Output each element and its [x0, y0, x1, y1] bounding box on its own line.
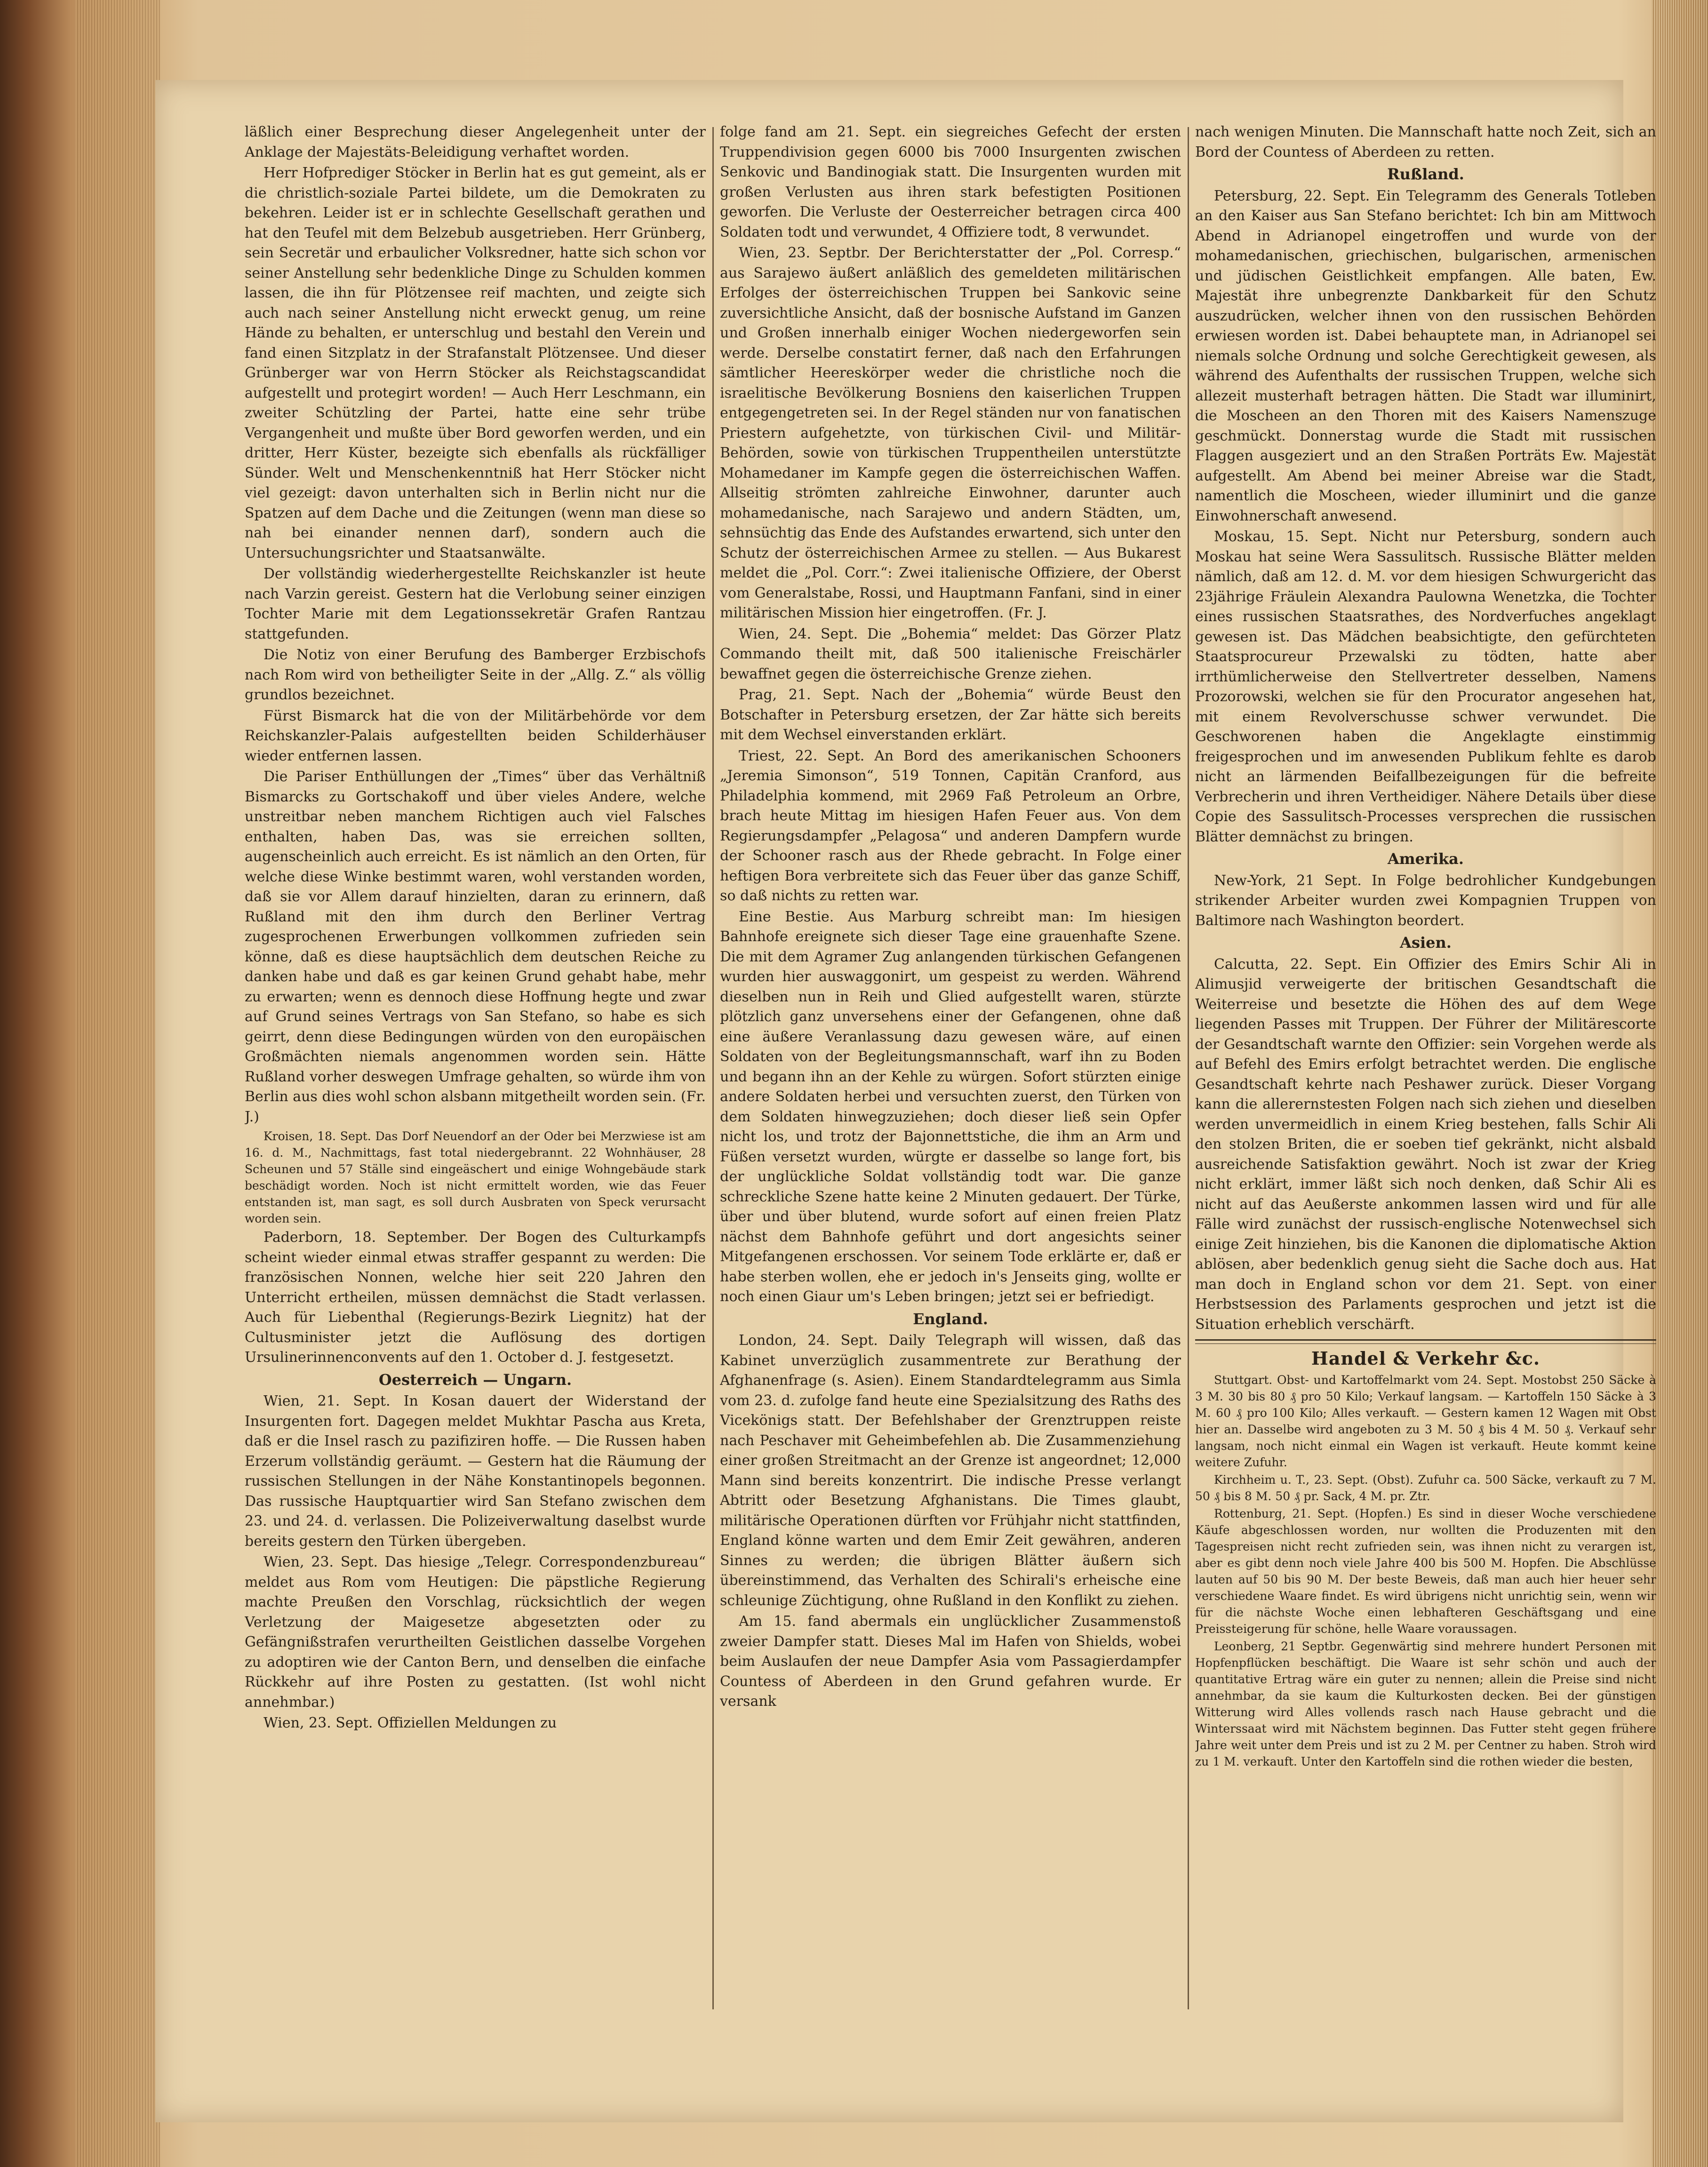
section-heading-trade: Handel & Verkehr &c.	[1311, 1348, 1540, 1369]
article-paragraph: Wien, 23. Septbr. Der Berichterstatter der „Pol. Corresp.“ aus Sarajewo äußert anläßlich des gemeldeten militärischen Erfolges der österreichischen Truppen bei Sankovic seine zuversichtliche Ansicht, daß der bosnische Aufstand im Ganzen und Großen innerhalb einiger Wochen niedergeworfen sein werde. Derselbe constatirt ferner, daß nach den Erfahrungen sämtlicher Heereskörper weder die christliche noch die israelitische Bevölkerung Bosniens den kaiserlichen Truppen entgegengetreten sei. In der Regel ständen nur von fanatischen Priestern aufgehetzte, von türkischen Civil- und Militär-Behörden, sowie von türkischen Truppentheilen unterstützte Mohamedaner im Kampfe gegen die österreichischen Waffen. Allseitig strömten zahlreiche Einwohner, darunter auch mohamedanische, nach Sarajewo und andern Städten, um, sehnsüchtig das Ende des Aufstandes erwartend, sich unter den Schutz der österreichischen Armee zu stellen. — Aus Bukarest meldet die „Pol. Corr.“: Zwei italienische Offiziere, der Oberst vom Generalstabe, Rossi, und Hauptmann Fanfani, sind in einer militärischen Mission hier eingetroffen. (Fr. J.	[720, 245, 1181, 621]
article-paragraph: Leonberg, 21 Septbr. Gegenwärtig sind mehrere hundert Personen mit Hopfenpflücken beschäftigt. Die Waare ist sehr schön und auch der quantitative Ertrag wäre ein guter zu nennen; allein die Preise sind nicht annehmbar, da sie kaum die Kulturkosten decken. Bei der günstigen Witterung wird Alles vollends rasch nach Hause gebracht und die Winterssaat wird mit Nächstem beginnen. Das Futter steht gegen frühere Jahre weit unter dem Preis und ist zu 2 M. per Centner zu haben. Stroh wird zu 1 M. verkauft. Unter den Kartoffeln sind die rothen wieder die besten,	[1195, 1639, 1656, 1768]
article-paragraph: Wien, 23. Sept. Offiziellen Meldungen zu	[263, 1715, 557, 1731]
article-paragraph: Die Pariser Enthüllungen der „Times“ über das Verhältniß Bismarcks zu Gortschakoff und über vieles Andere, welche unstreitbar neben manchem Richtigen auch viel Falsches enthalten, haben Das, was sie erreichen sollten, augenscheinlich auch erreicht. Es ist nämlich an den Orten, für welche diese Winke bestimmt waren, wohl verstanden worden, daß sie vor Allem darauf hinzielten, daran zu erinnern, daß Rußland mit den ihm durch den Berliner Vertrag zugesprochenen Erwerbungen vollkommen zufrieden sein könne, daß es diese hauptsächlich dem deutschen Reiche zu danken habe und daß es gar keinen Grund gehabt habe, mehr zu erwarten; wenn es dennoch diese Hoffnung hegte und zwar auf Grund seines Vertrags von San Stefano, so habe es sich geirrt, denn diese Bedingungen würden von den europäischen Großmächten niemals angenommen worden sein. Hätte Rußland vorher deswegen Umfrage gehalten, so würde ihm von Berlin aus dies wohl schon alsbann mitgetheilt worden sein. (Fr. J.)	[245, 768, 706, 1125]
article-paragraph: New-York, 21 Sept. In Folge bedrohlicher Kundgebungen strikender Arbeiter wurden zwei Kompagnien Truppen von Baltimore nach Washington beordert.	[1195, 872, 1656, 929]
article-paragraph: nach wenigen Minuten. Die Mannschaft hatte noch Zeit, sich an Bord der Countess of Aberdeen zu retten.	[1195, 124, 1656, 160]
article-paragraph: Wien, 24. Sept. Die „Bohemia“ meldet: Das Görzer Platz Commando theilt mit, daß 500 italienische Freischärler bewaffnet gegen die österreichische Grenze ziehen.	[720, 625, 1181, 682]
article-paragraph: Prag, 21. Sept. Nach der „Bohemia“ würde Beust den Botschafter in Petersburg ersetzen, der Zar hätte sich bereits mit dem Wechsel einverstanden erklärt.	[720, 687, 1181, 743]
article-paragraph: Herr Hofprediger Stöcker in Berlin hat es gut gemeint, als er die christlich-soziale Partei bildete, um die Demokraten zu bekehren. Leider ist er in schlechte Gesellschaft gerathen und hat den Teufel mit dem Belzebub ausgetrieben. Herr Grünberg, sein Secretär und erbaulicher Volksredner, hatte sich schon vor seiner Anstellung sehr bedenkliche Dinge zu Schulden kommen lassen, die ihn für Plötzensee reif machten, und zeigte sich auch nach seiner Anstellung nicht erweckt genug, um reine Hände zu behalten, er unterschlug und bestahl den Verein und fand einen Sitzplatz in der Strafanstalt Plötzensee. Und dieser Grünberger war von Herrn Stöcker als Reichstagscandidat aufgestellt und protegirt worden! — Auch Herr Leschmann, ein zweiter Schützling der Partei, hatte eine sehr trübe Vergangenheit und mußte über Bord geworfen werden, und ein dritter, Herr Küster, bezeigte sich ebenfalls als rückfälliger Sünder. Welt und Menschenkenntniß hat Herr Stöcker nicht viel gezeigt: davon unterhalten sich in Berlin nicht nur die Spatzen auf dem Dache und die Zeitungen (wenn man diese so nah bei einander nennen darf), sondern auch die Untersuchungsrichter und Staatsanwälte.	[245, 165, 706, 561]
section-separator	[1195, 1339, 1656, 1344]
section-heading: Rußland.	[1387, 165, 1464, 183]
section-heading: Amerika.	[1387, 850, 1464, 868]
column-left	[245, 122, 706, 2099]
article-paragraph: London, 24. Sept. Daily Telegraph will wissen, daß das Kabinet unverzüglich zusammentrete zur Berathung der Afghanenfrage (s. Asien). Einem Standardtelegramm aus Simla vom 23. d. zufolge fand heute eine Spezialsitzung des Raths des Vicekönigs statt. Der Befehlshaber der Grenztruppen reiste nach Peschaver mit Geheimbefehlen ab. Die Zusammenziehung einer großen Streitmacht an der Grenze ist angeordnet; 12,000 Mann sind bereits konzentrirt. Die indische Presse verlangt Abtritt oder Besetzung Afghanistans. Die Times glaubt, militärische Operationen dürften vor Frühjahr nicht stattfinden, England könne warten und dem Emir Zeit gewähren, anderen Sinnes zu werden; die übrigen Blätter äußern sich übereinstimmend, das Verhalten des Schirali's erheische eine schleunige Züchtigung, ohne Rußland in den Konflikt zu ziehen.	[720, 1332, 1181, 1609]
article-paragraph: läßlich einer Besprechung dieser Angelegenheit unter der Anklage der Majestäts-Beleidigung verhaftet worden.	[245, 124, 706, 160]
article-paragraph: Petersburg, 22. Sept. Ein Telegramm des Generals Totleben an den Kaiser aus San Stefano berichtet: Ich bin am Mittwoch Abend in Adrianopel eingetroffen und wurde von der mohamedanischen, griechischen, bulgarischen, armenischen und jüdischen Geistlichkeit empfangen. Alle baten, Ew. Majestät ihre unbegrenzte Dankbarkeit für den Schutz auszudrücken, welcher ihnen von den russischen Behörden erwiesen worden ist. Dabei behauptete man, in Adrianopel sei niemals solche Ordnung und solche Gerechtigkeit gewesen, als während des Aufenthalts der russischen Truppen, welche sich allezeit musterhaft betragen hätten. Die Stadt war illuminirt, die Moscheen an den Thoren mit des Kaisers Namenszuge geschmückt. Donnerstag wurde die Stadt mit russischen Flaggen ausgeziert und an den Straßen Porträts Ew. Majestät aufgestellt. Am Abend bei meiner Abreise war die Stadt, namentlich die Moscheen, wieder illuminirt und die ganze Einwohnerschaft anwesend.	[1195, 187, 1656, 524]
column-divider	[1188, 127, 1189, 2009]
article-paragraph: Wien, 21. Sept. In Kosan dauert der Widerstand der Insurgenten fort. Dagegen meldet Mukhtar Pascha aus Kreta, daß er die Insel rasch zu pazifiziren hoffe. — Die Russen haben Erzerum vollständig geräumt. — Gestern hat die Räumung der russischen Stellungen in der Nähe Konstantinopels begonnen. Das russische Hauptquartier wird San Stefano zwischen dem 23. und 24. d. verlassen. Die Polizeiverwaltung daselbst wurde bereits gestern den Türken übergeben.	[245, 1393, 706, 1550]
article-paragraph: Triest, 22. Sept. An Bord des amerikanischen Schooners „Jeremia Simonson“, 519 Tonnen, Capitän Cranford, aus Philadelphia kommend, mit 2969 Faß Petroleum an Orbre, brach heute Mittag im hiesigen Hafen Feuer aus. Von dem Regierungsdampfer „Pelagosa“ und anderen Dampfern wurde der Schooner rasch aus der Rhede gebracht. In Folge einer heftigen Bora verbreitete sich das Feuer über das ganze Schiff, so daß nichts zu retten war.	[720, 747, 1181, 904]
column-middle	[720, 122, 1181, 2099]
article-paragraph: Die Notiz von einer Berufung des Bamberger Erzbischofs nach Rom wird von betheiligter Seite in der „Allg. Z.“ als völlig grundlos bezeichnet.	[245, 647, 706, 703]
book-page-edges-right	[1652, 0, 1708, 2167]
book-page-edges-left	[75, 0, 160, 2167]
column-divider	[712, 127, 714, 2009]
article-paragraph: Der vollständig wiederhergestellte Reichskanzler ist heute nach Varzin gereist. Gestern hat die Verlobung seiner einzigen Tochter Marie mit dem Legationssekretär Grafen Rantzau stattgefunden.	[245, 566, 706, 642]
article-paragraph: Paderborn, 18. September. Der Bogen des Culturkampfs scheint wieder einmal etwas straffer gespannt zu werden: Die französischen Nonnen, welche hier seit 220 Jahren den Unterricht ertheilen, müssen demnächst die Stadt verlassen. Auch für Liebenthal (Regierungs-Bezirk Liegnitz) hat der Cultusminister jetzt die Auflösung des dortigen Ursulinerinnenconvents auf den 1. October d. J. festgesetzt.	[245, 1229, 706, 1366]
article-paragraph: Rottenburg, 21. Sept. (Hopfen.) Es sind in dieser Woche verschiedene Käufe abgeschlossen worden, nur wollten die Produzenten mit den Tagespreisen nicht recht zufrieden sein, was ihnen nicht zu verargen ist, aber es gibt denn noch viele Jahre 400 bis 500 M. Hopfen. Die Abschlüsse lauten auf 50 bis 90 M. Der beste Beweis, daß man auch hier heuer sehr verschiedene Waare findet. Es wird übrigens nicht unrichtig sein, wenn wir für die nächste Woche einen lebhafteren Geschäftsgang und eine Preissteigerung für schöne, helle Waare voraussagen.	[1195, 1506, 1656, 1636]
article-paragraph: Wien, 23. Sept. Das hiesige „Telegr. Correspondenzbureau“ meldet aus Rom vom Heutigen: Die päpstliche Regierung machte Preußen den Vorschlag, rücksichtlich der wegen Verletzung der Maigesetze abgesetzten oder zu Gefängnißstrafen verurtheilten Geistlichen dasselbe Vorgehen zu adoptiren wie der Canton Bern, und denselben die einfache Rückkehr auf ihre Posten zu gestatten. (Ist wohl nicht annehmbar.)	[245, 1554, 706, 1711]
article-paragraph: Eine Bestie. Aus Marburg schreibt man: Im hiesigen Bahnhofe ereignete sich dieser Tage eine grauenhafte Szene. Die mit dem Agramer Zug anlangenden türkischen Gefangenen wurden hier auswaggonirt, um gespeist zu werden. Während dieselben nun in Reih und Glied aufgestellt waren, stürzte plötzlich ganz unversehens einer der Gefangenen, ohne daß eine äußere Veranlassung dazu gewesen wäre, auf einen Soldaten von der Begleitungsmannschaft, warf ihn zu Boden und begann ihn an der Kehle zu würgen. Sofort stürzten einige andere Soldaten herbei und versuchten zuerst, den Türken von dem Soldaten hinwegzuziehen; doch dieser ließ sein Opfer nicht los, und trotz der Bajonnettstiche, die ihm an Arm und Füßen versetzt wurden, würgte er dasselbe so lange fort, bis der unglückliche Soldat vollständig todt war. Die ganze schreckliche Szene hatte keine 2 Minuten gedauert. Der Türke, über und über blutend, wurde sofort auf einen freien Platz nächst dem Bahnhofe geführt und dort angesichts seiner Mitgefangenen erschossen. Vor seinem Tode erklärte er, daß er habe sterben wollen, ehe er jedoch in's Jenseits ging, wollte er noch einen Giaur um's Leben bringen; jetzt sei er befriedigt.	[720, 908, 1181, 1305]
section-heading: England.	[913, 1310, 988, 1328]
article-paragraph: folge fand am 21. Sept. ein siegreiches Gefecht der ersten Truppendivision gegen 6000 bis 7000 Insurgenten zwischen Senkovic und Bandinogiak statt. Die Insurgenten wurden mit großen Verlusten aus ihren stark befestigten Positionen geworfen. Die Verluste der Oesterreicher betragen circa 400 Soldaten todt und verwundet, 4 Offiziere todt, 8 verwundet.	[720, 124, 1181, 240]
newspaper-page	[155, 80, 1656, 2122]
article-paragraph: Calcutta, 22. Sept. Ein Offizier des Emirs Schir Ali in Alimusjid verweigerte der britischen Gesandtschaft die Weiterreise und besetzte die Höhen des auf dem Wege liegenden Passes mit Truppen. Der Führer der Militärescorte der Gesandtschaft warnte den Offizier: sein Vorgehen werde als auf Befehl des Emirs erfolgt betrachtet werden. Die englische Gesandtschaft kehrte nach Peshawer zurück. Dieser Vorgang kann die allerernstesten Folgen nach sich ziehen und dieselben werden unvermeidlich in einem Krieg bestehen, falls Schir Ali den stolzen Briten, die er soeben tief gekränkt, nicht alsbald ausreichende Satisfaktion gewährt. Noch ist zwar der Krieg nicht erklärt, immer läßt sich noch denken, daß Schir Ali es nicht auf das Aeußerste ankommen lassen wird und für alle Fälle wird zunächst der russisch-englische Notenwechsel sich einige Zeit hinziehen, bis die Kanonen die diplomatische Aktion ablösen, aber bedenklich genug sieht die Sache doch aus. Hat man doch in England schon vor dem 21. Sept. von einer Herbstsession des Parlaments gesprochen und jetzt ist die Situation erheblich verschärft.	[1195, 956, 1656, 1333]
column-right	[1195, 122, 1656, 2099]
section-heading: Oesterreich — Ungarn.	[378, 1370, 572, 1389]
section-heading: Asien.	[1400, 934, 1452, 952]
article-paragraph: Moskau, 15. Sept. Nicht nur Petersburg, sondern auch Moskau hat seine Wera Sassulitsch. Russische Blätter melden nämlich, daß am 12. d. M. vor dem hiesigen Schwurgericht das 23jährige Fräulein Alexandra Paulowna Wenetzka, die Tochter eines russischen Staatsrathes, des Nordverfuches angeklagt gewesen ist. Das Mädchen beabsichtigte, den gefürchteten Staatsprocureur Przewalski zu tödten, hatte aber irrthümlicherweise den Stellvertreter desselben, Namens Prozorowski, welchen sie für den Procurator angesehen hat, mit einem Revolverschusse schwer verwundet. Die Geschworenen haben die Angeklagte einstimmig freigesprochen und im anwesenden Publikum fehlte es darob nicht an lärmenden Beifallbezeigungen für die befreite Verbrecherin und ihren Vertheidiger. Nähere Details über diese Copie des Sassulitsch-Processes versprechen die russischen Blätter demnächst zu bringen.	[1195, 528, 1656, 845]
article-paragraph: Stuttgart. Obst- und Kartoffelmarkt vom 24. Sept. Mostobst 250 Säcke à 3 M. 30 bis 80 ₰ pro 50 Kilo; Verkauf langsam. — Kartoffeln 150 Säcke à 3 M. 60 ₰ pro 100 Kilo; Alles verkauft. — Gestern kamen 12 Wagen mit Obst hier an. Dasselbe wird angeboten zu 3 M. 50 ₰ bis 4 M. 50 ₰. Verkauf sehr langsam, noch nicht einmal ein Wagen ist verkauft. Heute kommt keine weitere Zufuhr.	[1195, 1373, 1656, 1469]
article-paragraph: Fürst Bismarck hat die von der Militärbehörde vor dem Reichskanzler-Palais aufgestellten beiden Schilderhäuser wieder entfernen lassen.	[245, 707, 706, 764]
article-paragraph: Kirchheim u. T., 23. Sept. (Obst). Zufuhr ca. 500 Säcke, verkauft zu 7 M. 50 ₰ bis 8 M. 50 ₰ pr. Sack, 4 M. pr. Ztr.	[1195, 1472, 1656, 1503]
article-paragraph: Kroisen, 18. Sept. Das Dorf Neuendorf an der Oder bei Merzwiese ist am 16. d. M., Nachmittags, fast total niedergebrannt. 22 Wohnhäuser, 28 Scheunen und 57 Ställe sind eingeäschert und einige Wohngebäude stark beschädigt worden. Noch ist nicht ermittelt worden, wie das Feuer entstanden ist, man sagt, es soll durch Ausbraten von Speck verursacht worden sein.	[245, 1129, 706, 1225]
article-paragraph: Am 15. fand abermals ein unglücklicher Zusammenstoß zweier Dampfer statt. Dieses Mal im Hafen von Shields, wobei beim Auslaufen der neue Dampfer Asia vom Passagierdampfer Countess of Aberdeen in den Grund gefahren wurde. Er versank	[720, 1613, 1181, 1710]
